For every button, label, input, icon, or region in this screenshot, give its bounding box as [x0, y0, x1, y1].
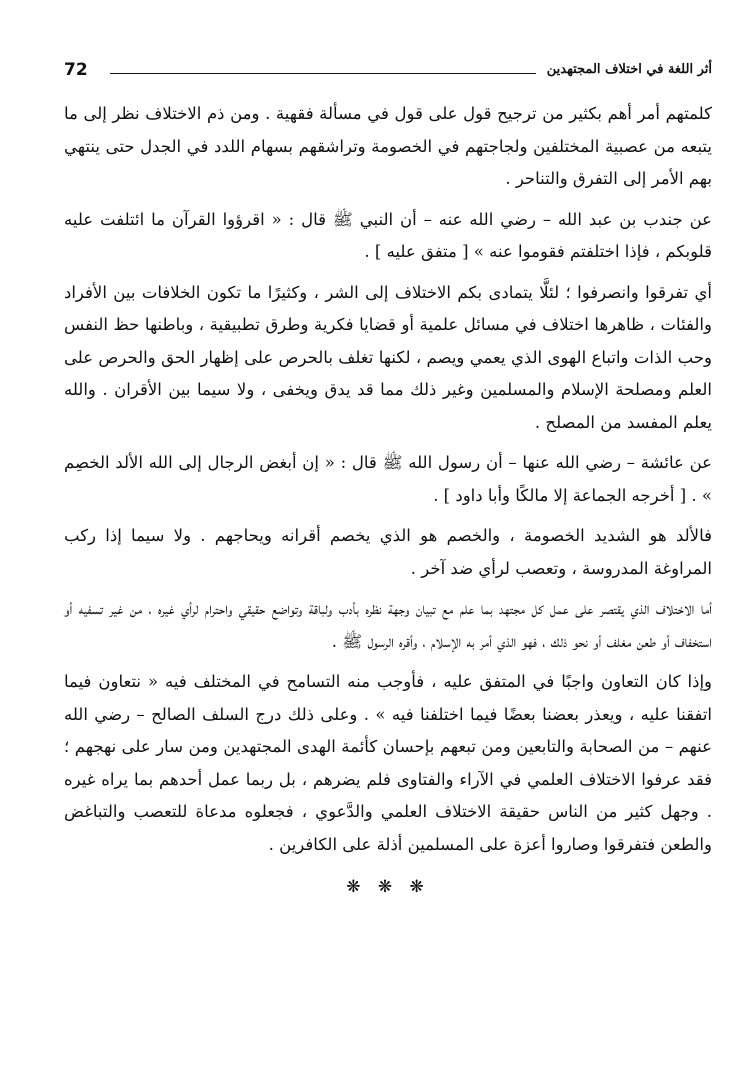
- paragraph: عن عائشة – رضي الله عنها – أن رسول الله ﷺ قال : « إن أبغض الرجال إلى الله الألد الخصِم » . [ أخرجه الجماعة إلا مالكًا وأبا داود ] .: [64, 453, 712, 505]
- paragraph: وإذا كان التعاون واجبًا في المتفق عليه ، فأوجب منه التسامح في المختلف فيه « نتعاون فيما اتفقنا عليه ، ويعذر بعضنا بعضًا فيما اختلفنا فيه » . وعلى ذلك درج السلف الصالح – رضي الله عنهم – من الصحابة والتابعين ومن تبعهم بإحسان كأئمة الهدى المجتهدين ومن سار على نهجهم ؛ فقد عرفوا الاختلاف العلمي في الآراء والفتاوى فلم يضرهم ، بل ربما عمل أحدهم بما يراه غيره . وجهل كثير من الناس حقيقة الاختلاف العلمي والدَّعوي ، فجعلوه مدعاة للتعصب والتباغض والطعن فتفرقوا وصاروا أعزة على المسلمين أذلة على الكافرين .: [64, 672, 712, 854]
- paragraph: عن جندب بن عبد الله – رضي الله عنه – أن النبي ﷺ قال : « اقرؤوا القرآن ما ائتلفت عليه قلوبكم ، فإذا اختلفتم فقوموا عنه » [ متفق عليه ] .: [64, 209, 712, 261]
- page-body: [64, 98, 712, 861]
- page-number: 72: [64, 60, 88, 80]
- page-header: [64, 58, 712, 98]
- paragraph: كلمتهم أمر أهم بكثير من ترجيح قول على قول في مسألة فقهية . ومن ذم الاختلاف نظر إلى ما يتبعه من عصبية المختلفين ولجاجتهم في الخصومة وتراشقهم بسهام اللدد في الجدل حتى ينتهي بهم الأمر إلى التفرق والتناحر .: [64, 104, 712, 188]
- paragraph: أي تفرقوا وانصرفوا ؛ لئلَّا يتمادى بكم الاختلاف إلى الشر ، وكثيرًا ما تكون الخلافات بين الأفراد والفئات ، ظاهرها اختلاف في مسائل علمية أو قضايا فكرية وطرق تطبيقية ، وباطنها حظ النفس وحب الذات واتباع الهوى الذي يعمي ويصم ، لكنها تغلف بالحرص على إظهار الحق والحرص على العلم ومصلحة الإسلام والمسلمين وغير ذلك مما قد يدق ويخفى ، ولا سيما بين الأقران . والله يعلم المفسد من المصلح .: [64, 282, 712, 432]
- paragraph: فالألد هو الشديد الخصومة ، والخصم هو الذي يخصم أقرانه ويحاجهم . ولا سيما إذا ركب المراوغة المدروسة ، وتعصب لرأي ضد آخر .: [64, 526, 712, 578]
- paragraph: أما الاختلاف الذي يقتصر على عمل كل مجتهد بما علم مع تبيان وجهة نظره بأدب ولباقة وتواضع حقيقي واحترام لرأي غيره ، من غير تسفيه أو استخفاف أو طعن مغلف أو نحو ذلك ، فهو الذي أمر به الإسلام ، وأقره الرسول ﷺ .: [64, 599, 712, 651]
- running-title: أثر اللغة في اختلاف المجتهدين: [546, 62, 712, 77]
- header-rule: [110, 73, 536, 74]
- section-end-ornament: ❋ ❋ ❋: [346, 877, 430, 897]
- book-page: [64, 58, 712, 897]
